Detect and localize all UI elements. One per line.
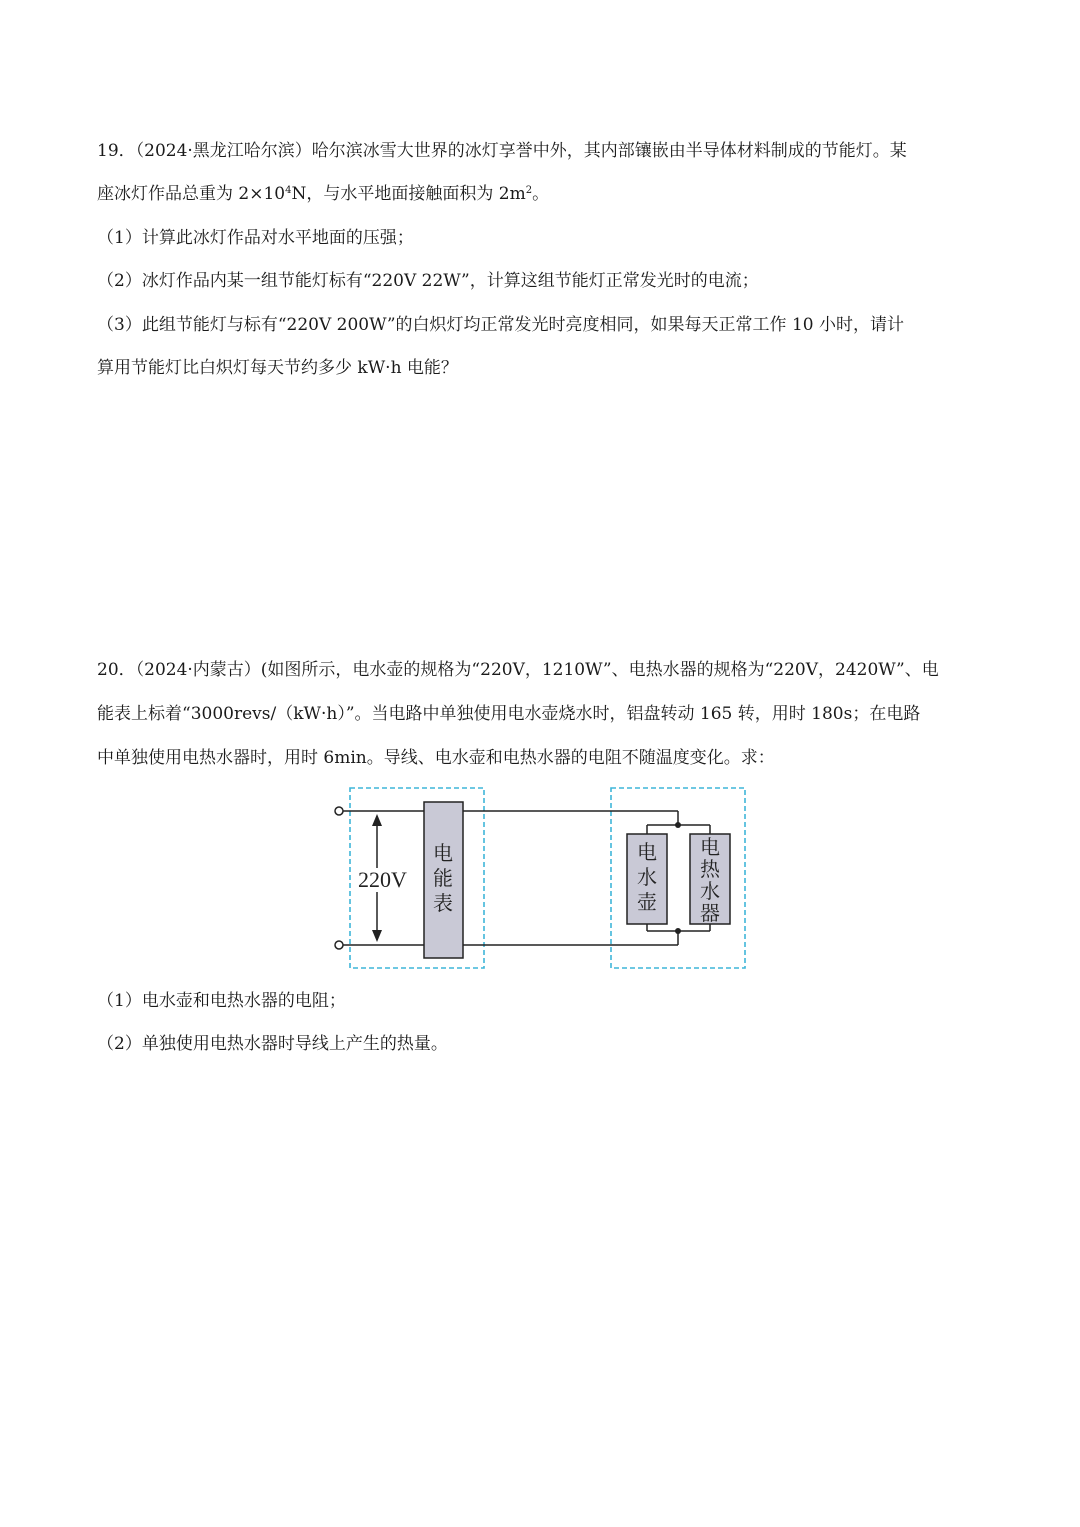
q20-line-1: 20．（2024·内蒙古）(如图所示，电水壶的规格为“220V，1210W”、电热水器的规格为“220V，2420W”、电 (97, 660, 939, 680)
q20-line-2: 能表上标着“3000revs/（kW·h）”。当电路中单独使用电水壶烧水时，铝盘转动 165 转，用时 180s；在电路 (97, 704, 921, 724)
q19-line-2-mid: N，与水平地面接触面积为 2m (291, 184, 526, 204)
q19-line-2-pre: 座冰灯作品总重为 2×10 (97, 184, 286, 204)
top-terminal (335, 807, 343, 815)
circuit-diagram (320, 784, 760, 974)
q20-sub-2: （2）单独使用电热水器时导线上产生的热量。 (97, 1034, 448, 1054)
junction-top (675, 822, 681, 828)
q20-line-3: 中单独使用电热水器时，用时 6min。导线、电水壶和电热水器的电阻不随温度变化。求： (97, 748, 775, 768)
meter-label-3: 表 (433, 891, 453, 915)
voltage-arrow-head-bottom (372, 930, 382, 942)
q19-line-1: 19．（2024·黑龙江哈尔滨）哈尔滨冰雪大世界的冰灯享誉中外，其内部镶嵌由半导体材料制成的节能灯。某 (97, 141, 907, 161)
q19-line-2 (97, 183, 549, 205)
heater-label-4: 器 (700, 901, 720, 925)
heater-label-2: 热 (700, 857, 720, 881)
q19-line-2-post: 。 (532, 184, 550, 204)
heater-label-3: 水 (700, 879, 720, 903)
q19-line-2-sup2: 2 (525, 185, 533, 196)
junction-bottom (675, 928, 681, 934)
voltage-arrow-head-top (372, 814, 382, 826)
kettle-label-1: 电 (637, 840, 657, 864)
q20-sub-1: （1）电水壶和电热水器的电阻； (97, 991, 346, 1011)
q19-sub-1: （1）计算此冰灯作品对水平地面的压强； (97, 228, 414, 248)
bottom-terminal (335, 941, 343, 949)
q19-line-2-sup1: 4 (285, 185, 292, 196)
q19-sub-3-line-1: （3）此组节能灯与标有“220V 200W”的白炽灯均正常发光时亮度相同，如果每天正常工作 10 小时，请计 (97, 315, 905, 335)
meter-label-2: 能 (433, 866, 453, 890)
heater-label-1: 电 (700, 835, 720, 859)
meter-label-1: 电 (433, 841, 453, 865)
voltage-label: 220V (358, 867, 407, 892)
circuit-svg (320, 784, 760, 974)
kettle-label-2: 水 (637, 865, 657, 889)
kettle-label-3: 壶 (637, 890, 657, 914)
q19-sub-2: （2）冰灯作品内某一组节能灯标有“220V 22W”，计算这组节能灯正常发光时的电流； (97, 271, 759, 291)
q19-sub-3-line-2: 算用节能灯比白炽灯每天节约多少 kW·h 电能？ (97, 358, 458, 378)
